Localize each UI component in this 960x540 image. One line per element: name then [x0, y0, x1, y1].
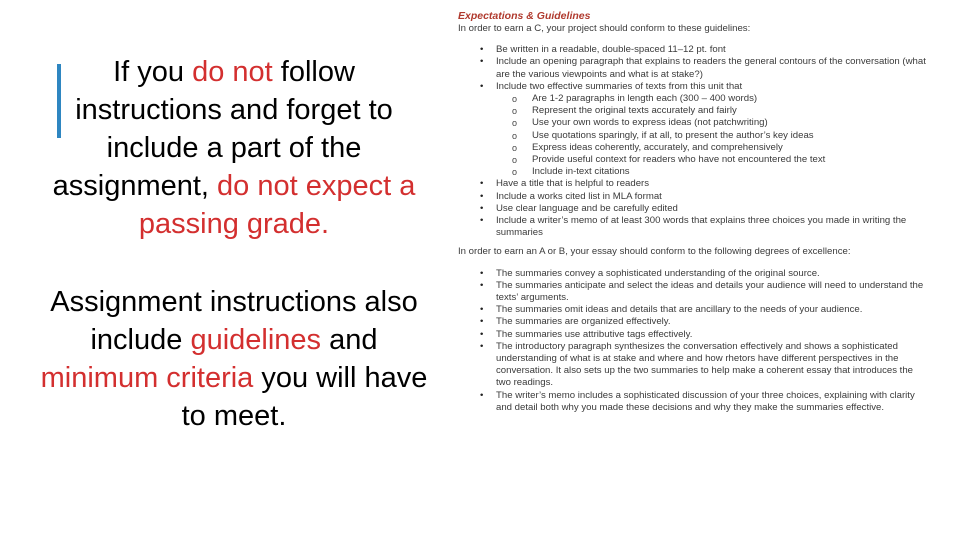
emphasis-text: guidelines	[190, 324, 322, 356]
bullet-item: • Use clear language and be carefully edited	[458, 203, 928, 215]
bullet-item: • Include a writer’s memo of at least 300 words that explains three choices you made in writing the summaries	[458, 215, 928, 239]
emphasis-text: minimum criteria	[40, 362, 254, 394]
emphasis-text: do not	[192, 56, 273, 88]
bullet-item: • Include two effective summaries of texts from this unit that	[458, 81, 928, 93]
bullet-item: • The writer’s memo includes a sophisticated discussion of your three choices, explaining with clarity and detail both why you made these decisions and why they make the summaries effective.	[458, 390, 928, 414]
sub-bullet-item: o Are 1-2 paragraphs in length each (300 – 400 words)	[458, 93, 928, 105]
bullet-item: • Be written in a readable, double-spaced 11–12 pt. font	[458, 44, 928, 56]
sub-bullet-item: o Include in-text citations	[458, 166, 928, 178]
bullet-item: • Include a works cited list in MLA format	[458, 191, 928, 203]
bullet-item: • Have a title that is helpful to readers	[458, 178, 928, 190]
emphasis-text: do not expect a passing grade.	[138, 170, 416, 240]
c-grade-list	[458, 44, 928, 239]
sub-bullet-item: o Use your own words to express ideas (not patchwriting)	[458, 117, 928, 129]
bullet-item: • The summaries use attributive tags effectively.	[458, 329, 928, 341]
text-run: and	[321, 324, 378, 356]
text-run: Assignment instructions also include	[50, 286, 418, 356]
bullet-item: • The introductory paragraph synthesizes the conversation effectively and shows a sophisticated understanding of what is at stake and where and how rhetors have different perspectives in the conversation. It also sets up the two summaries to help make a coherent essay that introduces the two readings.	[458, 341, 928, 390]
bullet-item: • The summaries anticipate and select the ideas and details your audience will need to understand the texts’ arguments.	[458, 280, 928, 304]
sub-bullet-item: o Provide useful context for readers who have not encountered the text	[458, 154, 928, 166]
ab-grade-intro: In order to earn an A or B, your essay should conform to the following degrees of excellence:	[458, 246, 851, 258]
warning-text-block	[40, 53, 428, 243]
bullet-item: • The summaries are organized effectively.	[458, 316, 928, 328]
document-title: Expectations & Guidelines	[458, 10, 591, 22]
ab-grade-list	[458, 268, 928, 414]
sub-bullet-item: o Use quotations sparingly, if at all, to present the author’s key ideas	[458, 130, 928, 142]
sub-bullet-item: o Represent the original texts accurately and fairly	[458, 105, 928, 117]
bullet-item: • The summaries convey a sophisticated understanding of the original source.	[458, 268, 928, 280]
sub-bullet-item: o Express ideas coherently, accurately, and comprehensively	[458, 142, 928, 154]
warning-paragraph	[40, 53, 428, 243]
c-grade-intro: In order to earn a C, your project should conform to these guidelines:	[458, 23, 751, 34]
text-run: follow instructions and forget to include a part of the assignment,	[52, 56, 393, 202]
text-run: If you	[113, 56, 193, 88]
bullet-item: • The summaries omit ideas and details that are ancillary to the needs of your audience.	[458, 304, 928, 316]
guidelines-document-image	[458, 10, 928, 414]
guidelines-text-block	[40, 283, 428, 435]
guidelines-paragraph	[40, 283, 428, 435]
bullet-item: • Include an opening paragraph that explains to readers the general contours of the conversation (what are the various viewpoints and what is at stake?)	[458, 56, 928, 80]
text-run: you will have to meet.	[181, 362, 428, 432]
